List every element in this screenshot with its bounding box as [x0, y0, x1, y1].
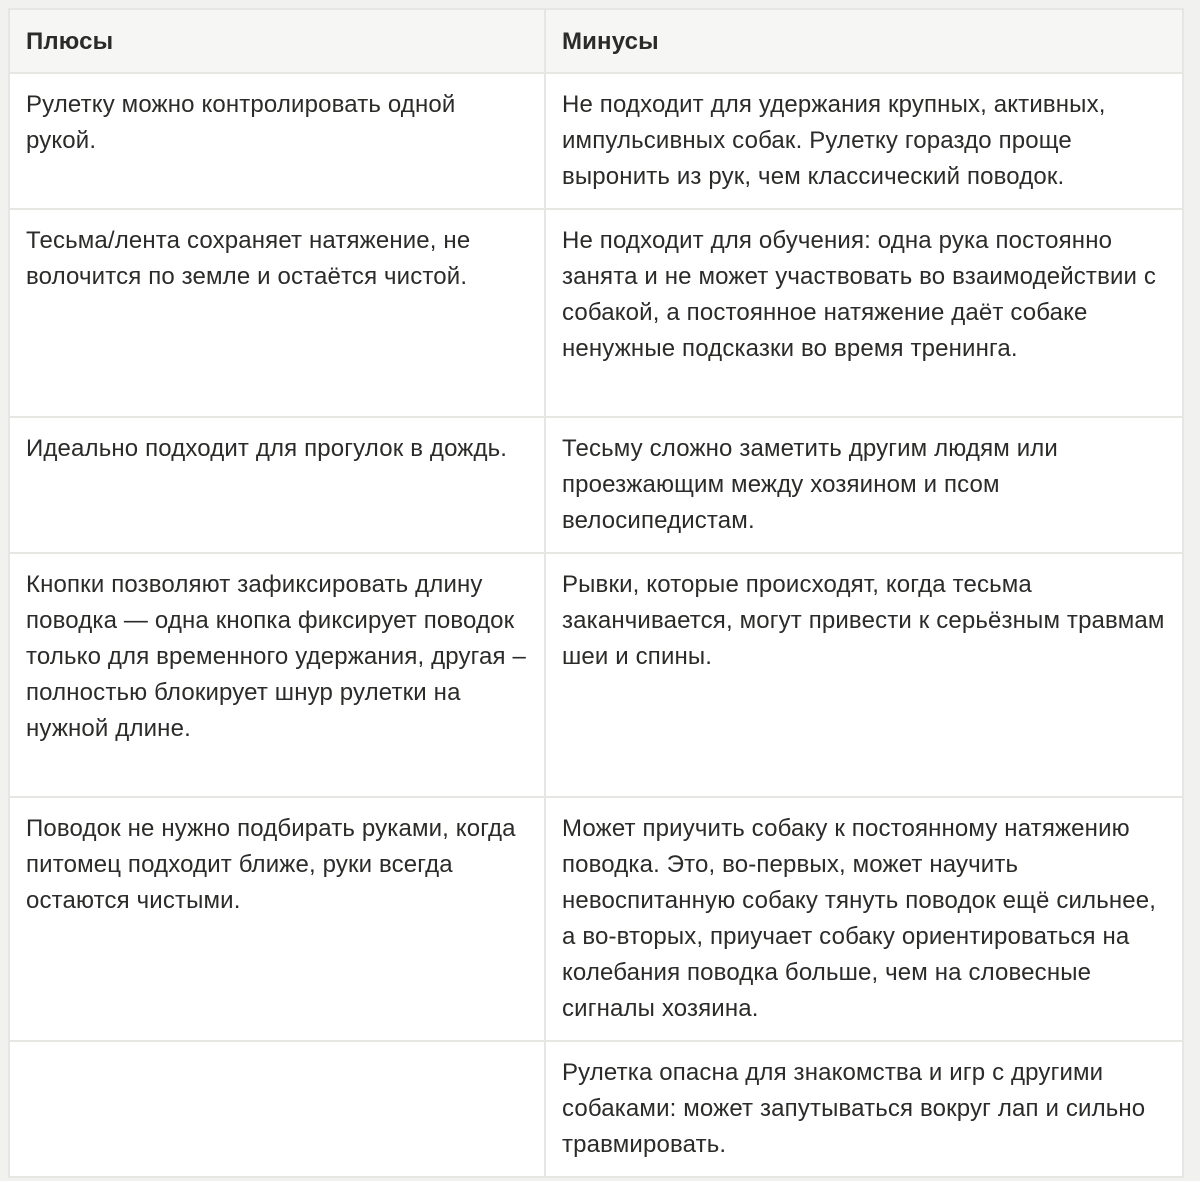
pro-cell: Идеально подходит для прогулок в дождь.	[10, 417, 545, 553]
header-row	[10, 10, 1182, 73]
pro-cell: Поводок не нужно подбирать руками, когда питомец подходит ближе, руки всегда остаются чистыми.	[10, 797, 545, 1041]
table-row	[10, 553, 1182, 797]
table-row	[10, 209, 1182, 417]
con-cell: Рулетка опасна для знакомства и игр с другими собаками: может запутываться вокруг лап и сильно травмировать.	[545, 1041, 1182, 1176]
table-row	[10, 417, 1182, 553]
table-body	[10, 73, 1182, 1176]
con-cell: Тесьму сложно заметить другим людям или проезжающим между хозяином и псом велосипедистам.	[545, 417, 1182, 553]
con-cell: Не подходит для удержания крупных, активных, импульсивных собак. Рулетку гораздо проще выронить из рук, чем классический поводок.	[545, 73, 1182, 209]
pro-cell-empty	[10, 1041, 545, 1176]
header-cons: Минусы	[545, 10, 1182, 73]
con-cell: Рывки, которые происходят, когда тесьма заканчивается, могут привести к серьёзным травмам шеи и спины.	[545, 553, 1182, 797]
pro-cell: Тесьма/лента сохраняет натяжение, не волочится по земле и остаётся чистой.	[10, 209, 545, 417]
table-row	[10, 797, 1182, 1041]
table-row	[10, 73, 1182, 209]
con-cell: Может приучить собаку к постоянному натяжению поводка. Это, во-первых, может научить невоспитанную собаку тянуть поводок ещё сильнее, а во-вторых, приучает собаку ориентироваться на колебания поводка больше, чем на словесные сигналы хозяина.	[545, 797, 1182, 1041]
table-row	[10, 1041, 1182, 1176]
comparison-table	[10, 10, 1182, 1176]
header-pros: Плюсы	[10, 10, 545, 73]
pro-cell: Кнопки позволяют зафиксировать длину поводка — одна кнопка фиксирует поводок только для временного удержания, другая – полностью блокирует шнур рулетки на нужной длине.	[10, 553, 545, 797]
pros-cons-table	[8, 8, 1184, 1178]
table-header	[10, 10, 1182, 73]
con-cell: Не подходит для обучения: одна рука постоянно занята и не может участвовать во взаимодействии с собакой, а постоянное натяжение даёт собаке ненужные подсказки во время тренинга.	[545, 209, 1182, 417]
pro-cell: Рулетку можно контролировать одной рукой.	[10, 73, 545, 209]
